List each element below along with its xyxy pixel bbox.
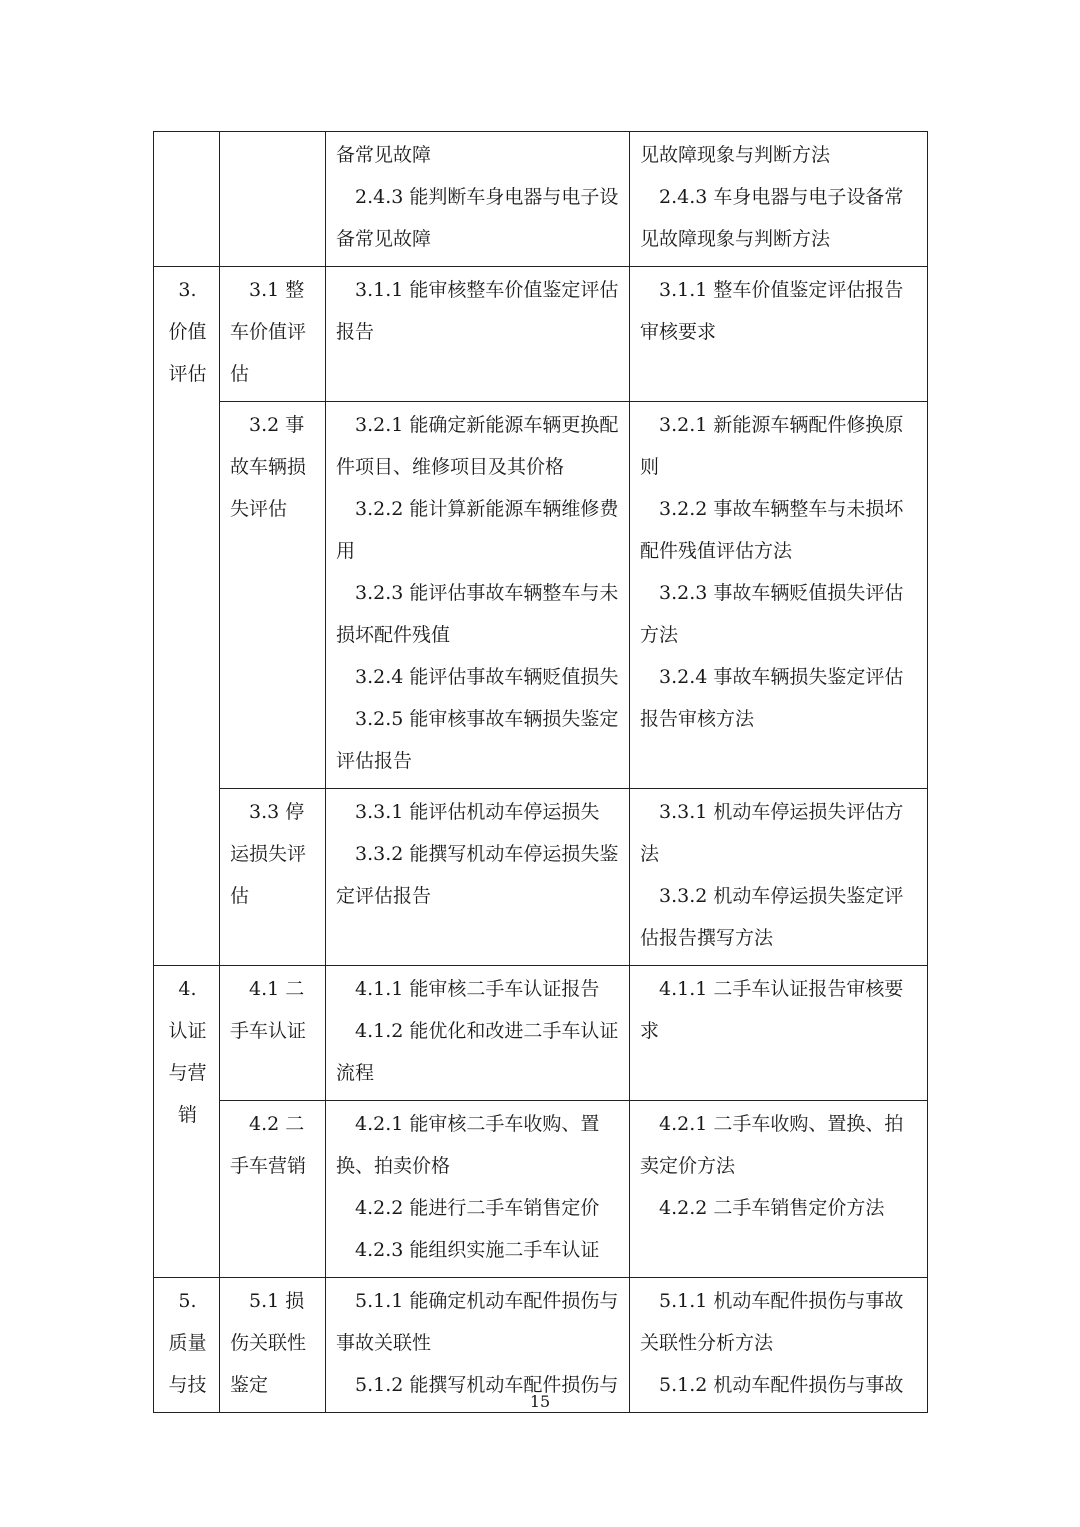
category-label: 与营 (168, 1062, 207, 1084)
page-number: 15 (529, 1392, 551, 1411)
work-content-cell (326, 1101, 630, 1278)
content-item: 3.3.2 能撰写机动车停运损失鉴定评估报告 (336, 843, 619, 907)
knowledge-item: 3.2.2 事故车辆整车与未损坏配件残值评估方法 (640, 498, 904, 562)
knowledge-cell (630, 402, 928, 789)
knowledge-item: 3.2.3 事故车辆贬值损失评估方法 (640, 582, 904, 646)
work-content-cell (326, 132, 630, 267)
sub-item-label: 3.1 整车价值评估 (230, 279, 307, 385)
knowledge-item: 4.1.1 二手车认证报告审核要求 (640, 978, 904, 1042)
work-content-cell (326, 267, 630, 402)
sub-item-label: 5.1 损伤关联性鉴定 (230, 1290, 307, 1396)
knowledge-item: 5.1.1 机动车配件损伤与事故关联性分析方法 (640, 1290, 904, 1354)
sub-item-label: 4.1 二手车认证 (230, 978, 307, 1042)
content-item: 4.2.3 能组织实施二手车认证 (355, 1239, 600, 1261)
content-item: 4.2.1 能审核二手车收购、置换、拍卖价格 (336, 1113, 600, 1177)
content-item: 备常见故障 (336, 144, 432, 166)
sub-item-label: 4.2 二手车营销 (230, 1113, 307, 1177)
content-item: 2.4.3 能判断车身电器与电子设备常见故障 (336, 186, 619, 250)
category-label: 4. (178, 978, 197, 1000)
knowledge-item: 3.2.1 新能源车辆配件修换原则 (640, 414, 904, 478)
knowledge-item: 2.4.3 车身电器与电子设备常见故障现象与判断方法 (640, 186, 904, 250)
work-content-cell (326, 402, 630, 789)
content-item: 5.1.2 能撰写机动车配件损伤与 (355, 1374, 619, 1396)
knowledge-item: 4.2.1 二手车收购、置换、拍卖定价方法 (640, 1113, 904, 1177)
work-content-cell (326, 966, 630, 1101)
table-row (154, 402, 928, 789)
category-label: 评估 (168, 363, 207, 385)
category-label: 价值 (168, 321, 207, 343)
knowledge-item: 3.1.1 整车价值鉴定评估报告审核要求 (640, 279, 904, 343)
content-item: 4.2.2 能进行二手车销售定价 (355, 1197, 600, 1219)
knowledge-cell (630, 1101, 928, 1278)
category-label: 质量 (168, 1332, 207, 1354)
sub-item-cell (220, 267, 326, 402)
knowledge-item: 4.2.2 二手车销售定价方法 (659, 1197, 885, 1219)
table-row (154, 132, 928, 267)
knowledge-item: 见故障现象与判断方法 (640, 144, 831, 166)
category-cell-certification-marketing (154, 966, 220, 1278)
skill-standard-table (153, 131, 928, 1413)
content-item: 3.1.1 能审核整车价值鉴定评估报告 (336, 279, 619, 343)
category-label: 与技 (168, 1374, 207, 1396)
sub-item-cell (220, 402, 326, 789)
category-cell-empty (154, 132, 220, 267)
knowledge-item: 3.3.2 机动车停运损失鉴定评估报告撰写方法 (640, 885, 904, 949)
knowledge-item: 3.3.1 机动车停运损失评估方法 (640, 801, 904, 865)
content-item: 3.2.1 能确定新能源车辆更换配件项目、维修项目及其价格 (336, 414, 619, 478)
knowledge-cell (630, 267, 928, 402)
content-item: 5.1.1 能确定机动车配件损伤与事故关联性 (336, 1290, 619, 1354)
knowledge-cell (630, 966, 928, 1101)
content-item: 3.2.3 能评估事故车辆整车与未损坏配件残值 (336, 582, 619, 646)
work-content-cell (326, 789, 630, 966)
table-row (154, 966, 928, 1101)
knowledge-cell (630, 789, 928, 966)
sub-item-label: 3.2 事故车辆损失评估 (230, 414, 307, 520)
category-label: 5. (178, 1290, 197, 1312)
content-item: 4.1.2 能优化和改进二手车认证流程 (336, 1020, 619, 1084)
category-cell-value-assessment (154, 267, 220, 966)
sub-item-cell (220, 1101, 326, 1278)
knowledge-item: 3.2.4 事故车辆损失鉴定评估报告审核方法 (640, 666, 904, 730)
content-item: 3.2.5 能审核事故车辆损失鉴定评估报告 (336, 708, 619, 772)
content-item: 3.2.4 能评估事故车辆贬值损失 (355, 666, 619, 688)
knowledge-item: 5.1.2 机动车配件损伤与事故 (659, 1374, 904, 1396)
table-row (154, 789, 928, 966)
sub-cell-empty (220, 132, 326, 267)
content-item: 3.2.2 能计算新能源车辆维修费用 (336, 498, 619, 562)
content-item: 3.3.1 能评估机动车停运损失 (355, 801, 600, 823)
content-item: 4.1.1 能审核二手车认证报告 (355, 978, 600, 1000)
category-label: 认证 (168, 1020, 207, 1042)
sub-item-label: 3.3 停运损失评估 (230, 801, 307, 907)
knowledge-cell (630, 132, 928, 267)
table-row (154, 1101, 928, 1278)
category-label: 销 (177, 1104, 197, 1126)
sub-item-cell (220, 789, 326, 966)
table-row (154, 267, 928, 402)
category-label: 3. (178, 279, 197, 301)
sub-item-cell (220, 966, 326, 1101)
